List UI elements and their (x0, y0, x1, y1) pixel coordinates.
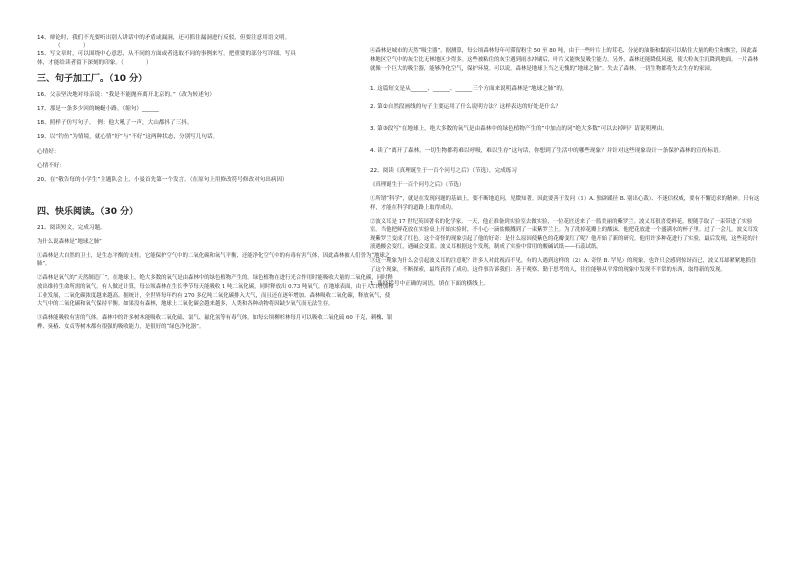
reading-question-2: 2. 第②自然段画线的句子主要运用了什么说明方法？这样表达的好处是什么？ (370, 103, 562, 110)
question-22: 22、阅读《真理诞生于一百个问号之后》（节选），完成练习 (370, 168, 517, 175)
question-19-bad: 心情不好： (37, 162, 65, 169)
essay-paragraph-2: ②森林是氧气的“天然制造厂”，在地球上，绝大多数的氧气是由森林中的绿色植物产生的。绿色植物在进行光合作用时能吸收大量的二氧化碳，同时释放出维持生命所需的氧气。有人做过计算，每公顷森林在生长季节每天能吸收 1 吨二氧化碳，同时释放出 0.73 吨氧气。在地球表面，由于人口增加和工业发展，二氧化碳浓度越来越高。据统计，全世界每年约有 270 多亿吨二氧化碳排入大气，而且还在逐年增加。森林吸收二氧化碳，释放氧气，使大气中的二氧化碳和氧气保持平衡。如果没有森林，地球上二氧化碳会越来越多，人类和各种动物将因缺少氧气而无法生存。 (37, 275, 394, 308)
essay-title: 为什么说森林是“地球之肺” (37, 238, 102, 245)
reading-question-3: 3. 第③段写“在地球上，绝大多数的氧气是由森林中的绿色植物产生的”中加点的词“绝大多数”可以去掉吗？请说明理由。 (370, 125, 668, 132)
section-3-heading: 三、句子加工厂。（10 分） (37, 73, 148, 84)
question-14: 14、辩论时，我们不光要听出别人讲话中的矛盾或漏洞，还可抓住漏洞进行反驳，但要注意用语文明。 (37, 35, 291, 41)
question-18: 18、照样子仿写句子。 例：他大吼了一声，大山都抖了三抖。 (37, 120, 193, 127)
question-17: 17、那是一条多少回的蜿蜒小路。（缩句）______ (37, 106, 159, 113)
question-15-line1: 15、写文章时，可以围绕中心意思，从不同的方面或者选取不同的事例来写，把重要的部分写详细、写具 (37, 51, 296, 58)
question-19-good: 心情好： (37, 148, 60, 155)
essay-2-title: 《真理诞生于一百个问号之后》（节选） (370, 181, 465, 188)
question-19: 19、以“钓鱼”为情境，就心情“好”与“不好”这两种状态，分别写几句话。 (37, 134, 219, 141)
reading-2-question-1: 1. 选择括号中正确的词语，填在下面的横线上。 (370, 280, 489, 287)
essay-paragraph-4: ④森林是城市的天然“吸尘器”。据测算，每公顷森林每年可滞留粉尘 50 至 80 吨，由于一些叶片上的茸毛、分泌的油脂和黏液可以粘住大量的粉尘和飘尘，因此森林地区空气中的灰尘比无林地区少得多。这些被粘住的灰尘遇到雨水冲刷后，叶片又能恢复吸尘能力。另外，森林还能降低风速，使大粒灰尘沉降到地面。一片森林就像一个巨大的吸尘器，能够净化空气，保护环境。可以说，森林是地球上当之无愧的“地球之肺”。失去了森林，一切生物都将失去生存的家园。 (370, 48, 759, 72)
essay-2-paragraph-3: ③这一现象为什么会引起波义耳的注意呢？许多人对此视而不见，有的人遇到这样的（2）A. 奇怪 B. 罕见）的现象，也许只会感到惊讶而已，波义耳却紧紧地抓住了这个现象，不断探索，最终获得了成功。这件事告诉我们：善于观察、勤于思考的人，往往能够从平常的现象中发现不平常的东西，取得新的发现。 (370, 258, 757, 273)
left-column (37, 34, 395, 337)
section-4-heading: 四、快乐阅读。（30 分） (37, 207, 139, 218)
essay-2-paragraph-1: ①所谓“科学”，就是在发现问题的基础上，要不断地追问，见微知著。因此要善于发问（1）A. 独辟蹊径 B. 别出心裁）、不迷信权威，要有不懈追求的精神。只有这样，才能在科学的道路上取得成功。 (370, 195, 760, 211)
right-column (370, 42, 760, 288)
essay-2-paragraph-2: ②波义耳是 17 世纪英国著名的化学家。一天，他正准备到实验室去做实验，一位花匠送来了一篮美丽的紫罗兰。波义耳很喜爱鲜花，便随手取了一束带进了实验室。当他把鲜花放在实验桌上开始实验时，不小心一滴盐酸溅到了一束紫罗兰上。为了洗掉花瓣上的酸沫，他把花放进一个盛满水的杯子里。过了一会儿，波义耳发现紫罗兰变成了红色。这个奇怪的现象引起了他的好奇：是什么原因使紫色的花瓣变红了呢？他开始了新的研究，他用许多种花进行了实验，最后发现，这些花的汁液遇酸会变红，遇碱会变蓝。波义耳根据这个发现，制成了实验中常用的酸碱试纸——石蕊试纸。 (370, 218, 759, 251)
essay-paragraph-1: ①森林是大自然的卫士，是生态平衡的支柱。它能保护空气中的二氧化碳和氧气平衡，还能净化空气中的有毒有害气体，因此森林被人们誉为“地球之肺”。 (37, 252, 391, 268)
reading-question-1: 1. 这篇短文是从______、______、______三个方面来说明森林是“地球之肺”的。 (370, 85, 568, 92)
essay-paragraph-3: ③森林能吸收有害的气体。森林中的许多树木能吸收二氧化硫、氯气、氟化氢等有毒气体。如每公顷柳杉林每月可以吸收二氧化硫 60 千克，刺槐、银桦、臭椿、女贞等树木都有很强的吸收能力，是很好的“绿色净化器”。 (37, 315, 393, 330)
question-14-answer: （ ） (55, 43, 89, 50)
reading-question-4: 4. 读了“离开了森林，一切生物都将难以呼吸，难以生存”这句话，你想到了生活中的哪些现象？并针对这些现象设计一条保护森林的宣传标语。 (370, 148, 725, 155)
question-20: 20、在“敬告每的小学生”主题队会上，小曼首先第一个发言。（在原句上用修改符号修改对句出病因） (37, 177, 288, 184)
question-16: 16、父亲坚决地对母亲说：“我是不能抛弃离开北京的。”（改为转述句） (37, 91, 215, 98)
question-15-line2: 体，才能给读者留下深刻的印象。（ ） (37, 59, 152, 66)
question-21: 21、阅读短文，完成习题。 (37, 225, 106, 232)
